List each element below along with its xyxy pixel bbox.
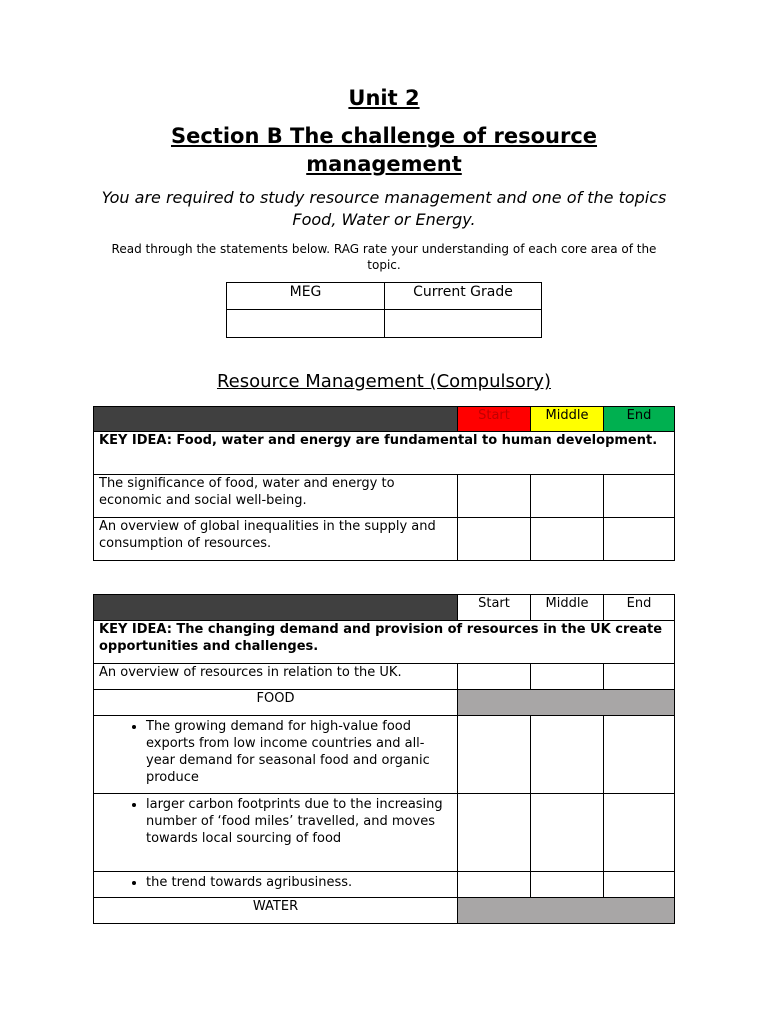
statement-row-text: An overview of resources in relation to the UK. [94,664,458,690]
rag-middle-cell[interactable] [531,716,604,794]
rag-end-cell[interactable] [604,475,675,518]
food-item: • The growing demand for high-value food exports from low income countries and all-year demand for seasonal food and organic produce [146,718,452,786]
rag-start-cell[interactable] [458,716,531,794]
rag-middle-header: Middle [531,595,604,621]
statement-row-text: The significance of food, water and energy to economic and social well-being. [94,475,458,518]
intro-text: You are required to study resource management and one of the topics Food, Water or Energy. [101,188,667,229]
food-item: • the trend towards agribusiness. [146,874,452,891]
rag-end-cell[interactable] [604,872,675,898]
header-dark-cell [94,407,458,432]
rag-start-cell[interactable] [458,794,531,872]
rag-start-cell[interactable] [458,475,531,518]
current-grade-label: Current Grade [385,283,542,310]
rag-end-cell[interactable] [604,518,675,561]
rag-middle-header: Middle [531,407,604,432]
rag-middle-cell[interactable] [531,794,604,872]
grey-spacer-cell [458,898,675,924]
rag-start-header: Start [458,595,531,621]
statement-row-bullet [94,716,458,794]
unit-title: Unit 2 [348,86,420,110]
rag-end-header: End [604,407,675,432]
statement-row-bullet [94,872,458,898]
rag-end-cell[interactable] [604,716,675,794]
header-dark-cell [94,595,458,621]
water-subheading: WATER [94,898,458,924]
grey-spacer-cell [458,690,675,716]
rag-start-header: Start [458,407,531,432]
food-item: • larger carbon footprints due to the increasing number of ‘food miles’ travelled, and moves towards local sourcing of food [146,796,452,847]
key-idea-2: KEY IDEA: The changing demand and provision of resources in the UK create opportunities and challenges. [94,621,675,664]
current-grade-value-cell[interactable] [385,310,542,338]
key-idea-1: KEY IDEA: Food, water and energy are fundamental to human development. [94,432,675,475]
meg-label: MEG [227,283,385,310]
rag-end-header: End [604,595,675,621]
rag-end-cell[interactable] [604,794,675,872]
food-subheading: FOOD [94,690,458,716]
rag-middle-cell[interactable] [531,518,604,561]
statement-row-text: An overview of global inequalities in the supply and consumption of resources. [94,518,458,561]
rag-start-cell[interactable] [458,872,531,898]
section-title-line1: Section B The challenge of resource [170,124,598,148]
section-title [0,122,768,178]
instructions-text: Read through the statements below. RAG rate your understanding of each core area of the topic. [111,242,657,272]
rag-table-2 [93,594,675,924]
meg-value-cell[interactable] [227,310,385,338]
resource-management-heading: Resource Management (Compulsory) [216,371,551,392]
rag-middle-cell[interactable] [531,475,604,518]
statement-row-bullet [94,794,458,872]
rag-start-cell[interactable] [458,518,531,561]
rag-middle-cell[interactable] [531,664,604,690]
grade-table [226,282,542,338]
rag-start-cell[interactable] [458,664,531,690]
rag-middle-cell[interactable] [531,872,604,898]
section-title-line2: management [306,152,462,176]
rag-end-cell[interactable] [604,664,675,690]
rag-table-1 [93,406,675,561]
